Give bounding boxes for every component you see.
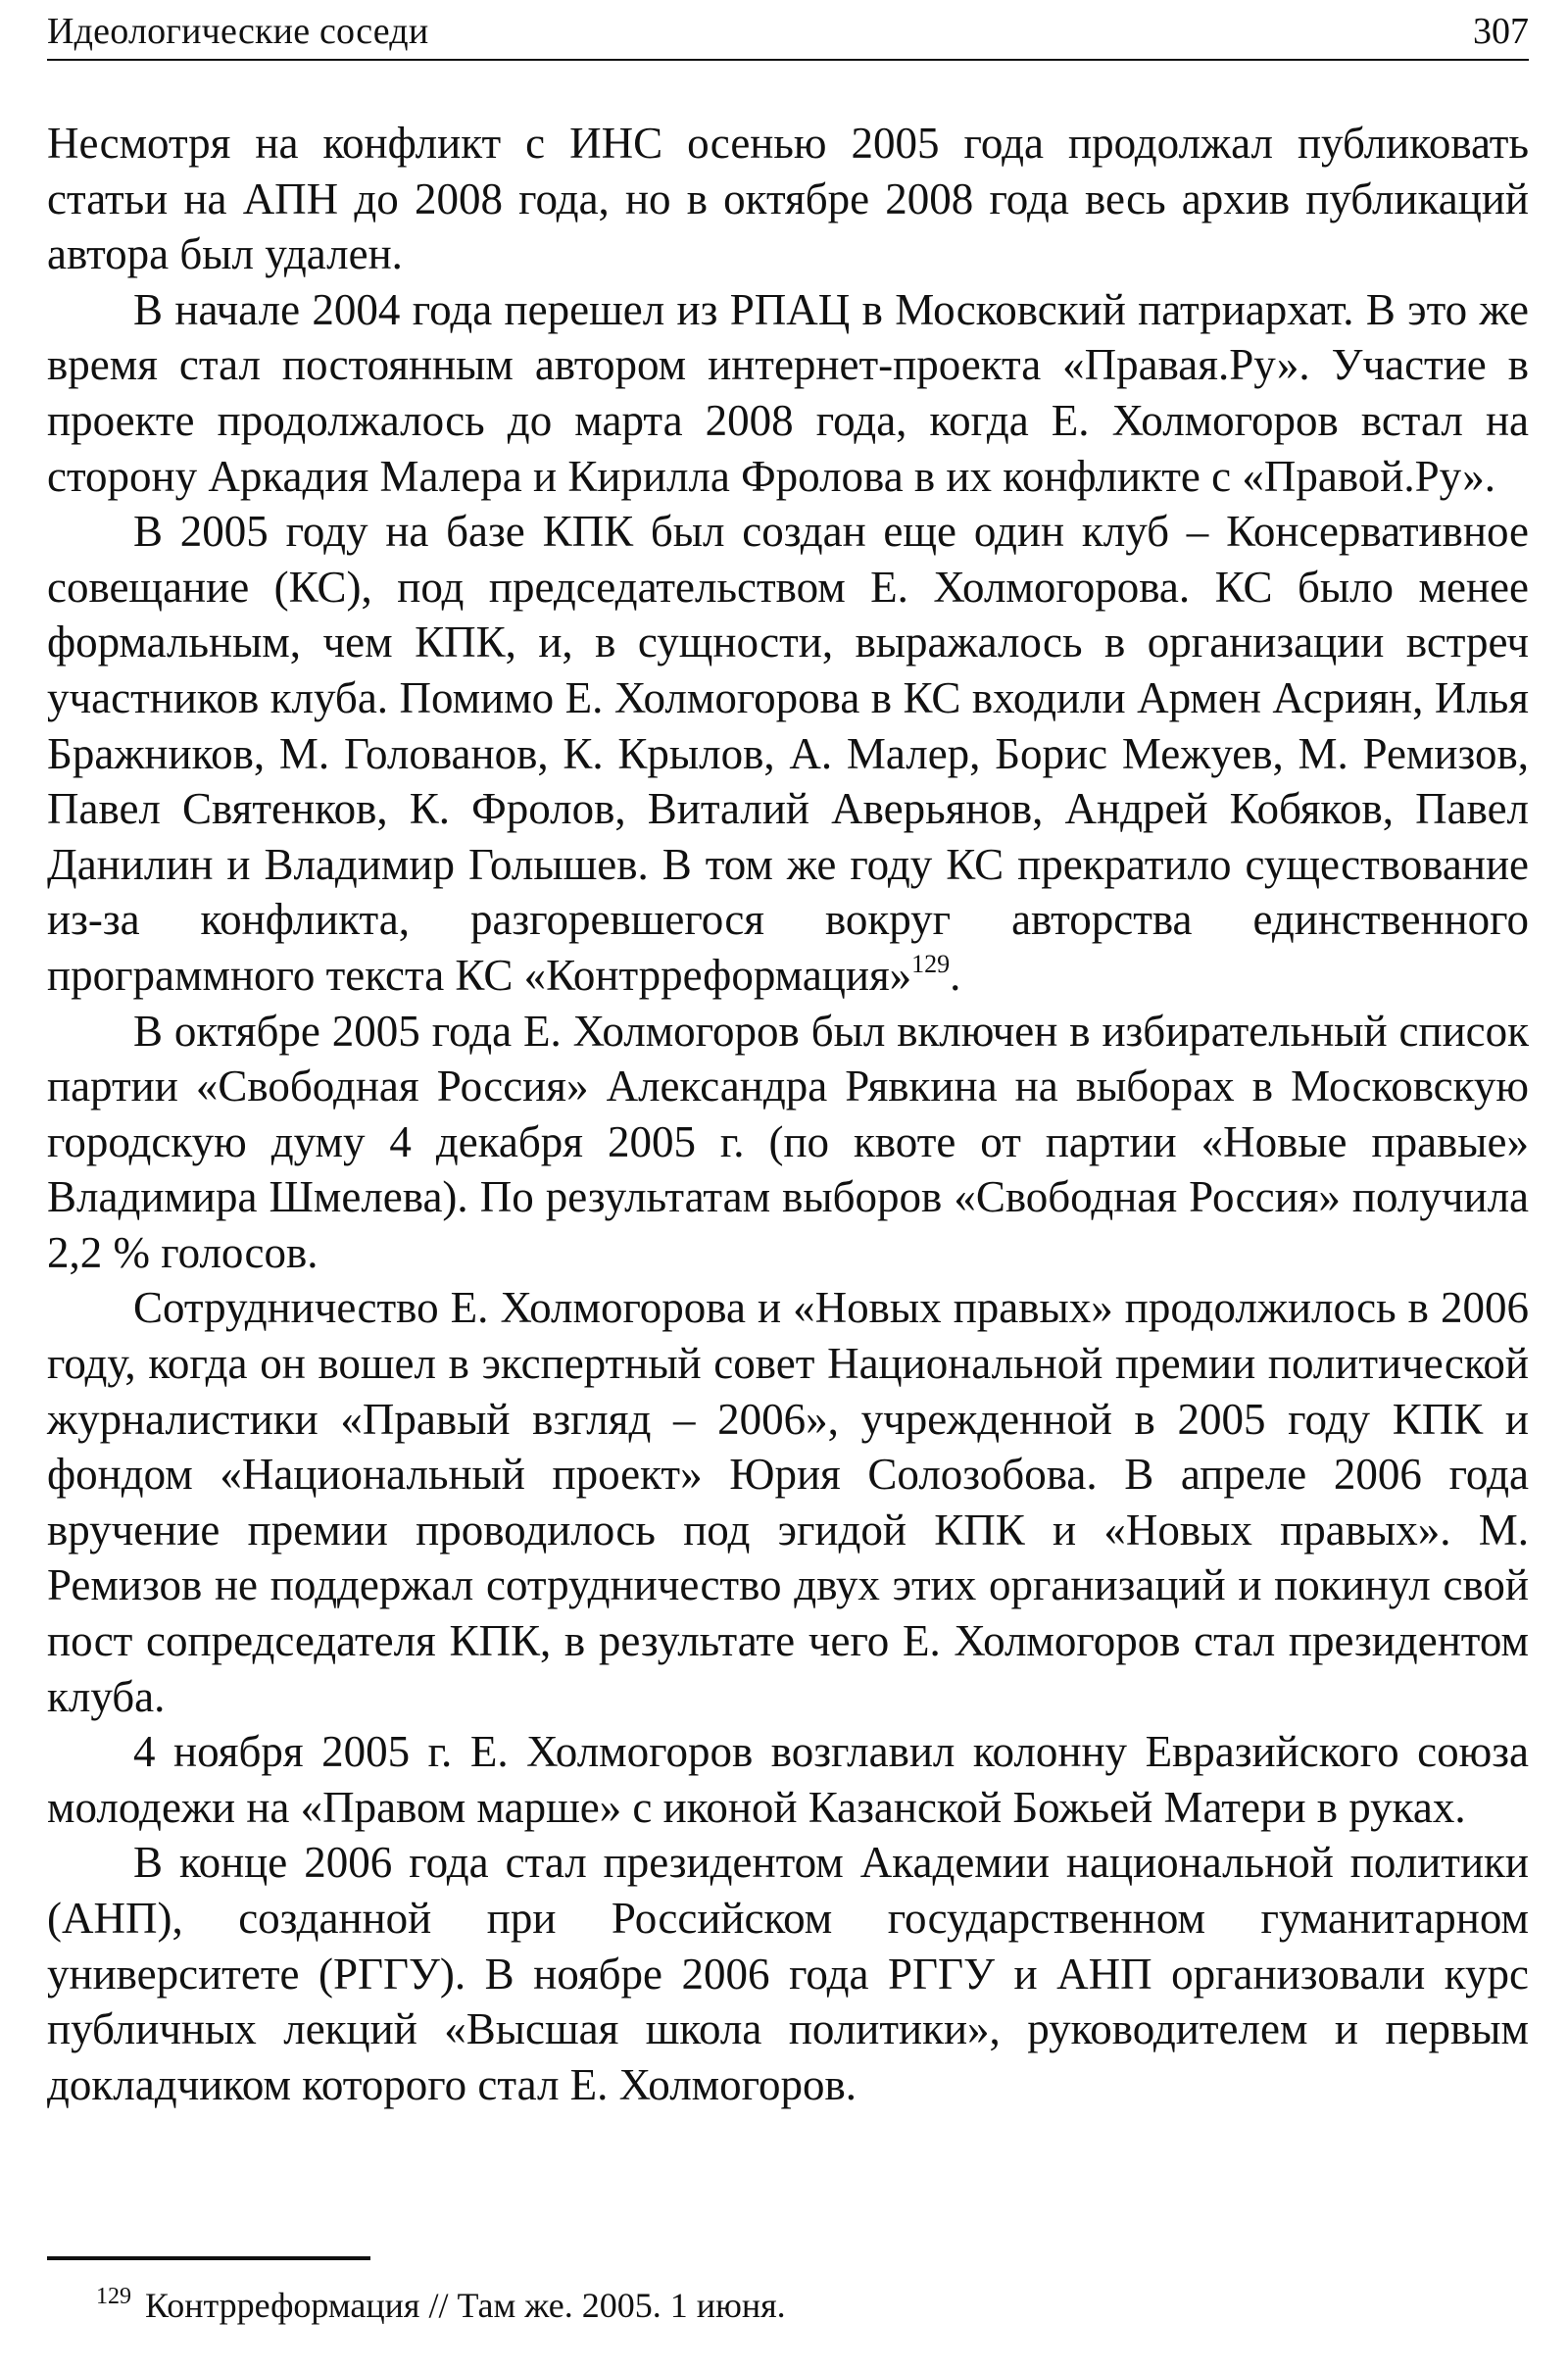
paragraph-text: В конце 2006 года стал президентом Академии национальной политики (АНП), созданной при Российском государственном гуманитарном университете (РГГУ). В ноябре 2006 года РГГУ и АНП организовали курс публичных лекций «Высшая школа политики», руководителем и первым докладчиком которого стал Е. Холмогоров.	[47, 1838, 1529, 2109]
paragraph	[47, 282, 1529, 504]
paragraph-text: В октябре 2005 года Е. Холмогоров был включен в избирательный список партии «Свободная Россия» Александра Рявкина на выборах в Московскую городскую думу 4 декабря 2005 г. (по квоте от партии «Новые правые» Владимира Шмелева). По результатам выборов «Свободная Россия» получила 2,2 % голосов.	[47, 1006, 1529, 1277]
paragraph-continued	[47, 116, 1529, 282]
paragraph	[47, 1280, 1529, 1724]
running-header	[47, 8, 1529, 61]
paragraph-text: 4 ноября 2005 г. Е. Холмогоров возглавил колонну Евразийского союза молодежи на «Правом марше» с иконой Казанской Божьей Матери в руках.	[47, 1727, 1529, 1832]
paragraph	[47, 1004, 1529, 1281]
paragraph-trailing-punctuation: .	[950, 950, 961, 1000]
footnote	[96, 2284, 786, 2327]
paragraph	[47, 504, 1529, 1003]
footnote-text: Контрреформация // Там же. 2005. 1 июня.	[145, 2286, 786, 2325]
paragraph-text: В 2005 году на базе КПК был создан еще один клуб – Консервативное совещание (КС), под председательством Е. Холмогорова. КС было менее формальным, чем КПК, и, в сущности, выражалось в организации встреч участников клуба. Помимо Е. Холмогорова в КС входили Армен Асриян, Илья Бражников, М. Голованов, К. Крылов, А. Малер, Борис Межуев, М. Ремизов, Павел Святенков, К. Фролов, Виталий Аверьянов, Андрей Кобяков, Павел Данилин и Владимир Голышев. В том же году КС прекратило существование из-за конфликта, разгоревшегося вокруг авторства единственного программного текста КС «Контрреформация»	[47, 507, 1529, 1000]
paragraph	[47, 1835, 1529, 2112]
page-number: 307	[1473, 11, 1529, 52]
body-text	[47, 116, 1529, 2112]
paragraph	[47, 1724, 1529, 1835]
footnote-reference[interactable]: 129	[911, 949, 951, 978]
book-page	[47, 0, 1529, 2370]
running-title: Идеологические соседи	[47, 11, 429, 52]
paragraph-text: Несмотря на конфликт с ИНС осенью 2005 года продолжал публиковать статьи на АПН до 2008 года, но в октябре 2008 года весь архив публикаций автора был удален.	[47, 119, 1529, 279]
paragraph-text: Сотрудничество Е. Холмогорова и «Новых правых» продолжилось в 2006 году, когда он вошел в экспертный совет Национальной премии политической журналистики «Правый взгляд – 2006», учрежденной в 2005 году КПК и фондом «Национальный проект» Юрия Солозобова. В апреле 2006 года вручение премии проводилось под эгидой КПК и «Новых правых». М. Ремизов не поддержал сотрудничество двух этих организаций и покинул свой пост сопредседателя КПК, в результате чего Е. Холмогоров стал президентом клуба.	[47, 1283, 1529, 1721]
paragraph-text: В начале 2004 года перешел из РПАЦ в Московский патриархат. В это же время стал постоянным автором интернет-проекта «Правая.Ру». Участие в проекте продолжалось до марта 2008 года, когда Е. Холмогоров встал на сторону Аркадия Малера и Кирилла Фролова в их конфликте с «Правой.Ру».	[47, 284, 1529, 501]
footnote-number: 129	[96, 2284, 131, 2309]
footnote-separator	[47, 2256, 370, 2260]
